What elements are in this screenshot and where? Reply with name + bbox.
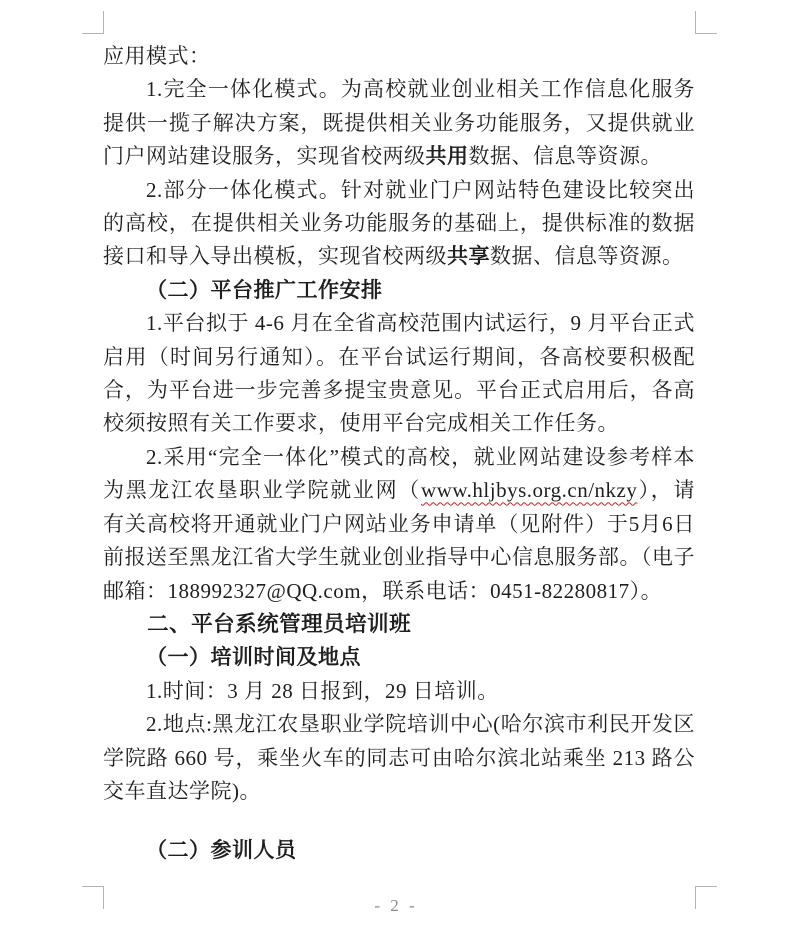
- text-run: 2.部分一体化模式。针对就业门户网站特色建设比较突出的高校，在提供相关业务功能服务的基础上，提供标准的数据接口和导入导出模板，实现省校两级: [103, 177, 695, 269]
- paragraph: [103, 73, 695, 173]
- text-run: （一）培训时间及地点: [146, 645, 362, 670]
- url-text: www.hljbys.org.cn/nkzy: [421, 478, 638, 503]
- text-run: 应用模式：: [103, 44, 211, 68]
- heading: [103, 641, 695, 674]
- text-run: （二）平台推广工作安排: [146, 277, 383, 302]
- heading: [103, 274, 695, 307]
- document-body: [103, 40, 695, 868]
- paragraph: [103, 307, 695, 441]
- heading: [103, 834, 695, 867]
- text-run: 1.平台拟于 4-6 月在全省高校范围内试运行，9 月平台正式启用（时间另行通知）。在平台试运行期间，各高校要积极配合，为平台进一步完善多提宝贵意见。平台正式启用后，各高校须按照有关工作要求，使用平台完成相关工作任务。: [103, 311, 695, 436]
- text-run: 二、平台系统管理员培训班: [147, 611, 412, 636]
- text-run: 1.完全一体化模式。为高校就业创业相关工作信息化服务提供一揽子解决方案，既提供相关业务功能服务，又提供就业门户网站建设服务，实现省校两级: [103, 77, 695, 169]
- text-boundary-mark-top-right: [695, 11, 717, 34]
- heading: [103, 608, 695, 641]
- paragraph: [103, 675, 695, 708]
- text-run: 共用: [425, 144, 469, 169]
- text-run: （二）参训人员: [146, 838, 297, 863]
- text-boundary-mark-top-left: [82, 11, 104, 34]
- paragraph: [103, 174, 695, 274]
- text-run: 共享: [447, 244, 490, 269]
- text-run: 2.地点:黑龙江农垦职业学院培训中心(哈尔滨市利民开发区学院路 660 号，乘坐火车的同志可由哈尔滨北站乘坐 213 路公交车直达学院)。: [103, 712, 695, 803]
- text-run: 1.时间：3 月 28 日报到，29 日培训。: [146, 678, 499, 703]
- text-run: 2.采用“完全一体化”模式的高校，就业网站建设参考样本为黑龙江农垦职业学院就业网（: [103, 444, 695, 503]
- text-run: 数据、信息等资源。: [490, 244, 684, 269]
- text-run: ），请有关高校将开通就业门户网站业务申请单（见附件）于5月6日前报送至黑龙江省大学生就业创业指导中心信息服务部。（电子邮箱：188992327@QQ.com，联系电话：0451-82280817）。: [103, 478, 696, 603]
- paragraph: [103, 441, 695, 608]
- page-number: - 2 -: [374, 896, 418, 915]
- paragraph: [103, 40, 695, 73]
- text-run: 数据、信息等资源。: [468, 144, 662, 169]
- paragraph: [103, 708, 695, 808]
